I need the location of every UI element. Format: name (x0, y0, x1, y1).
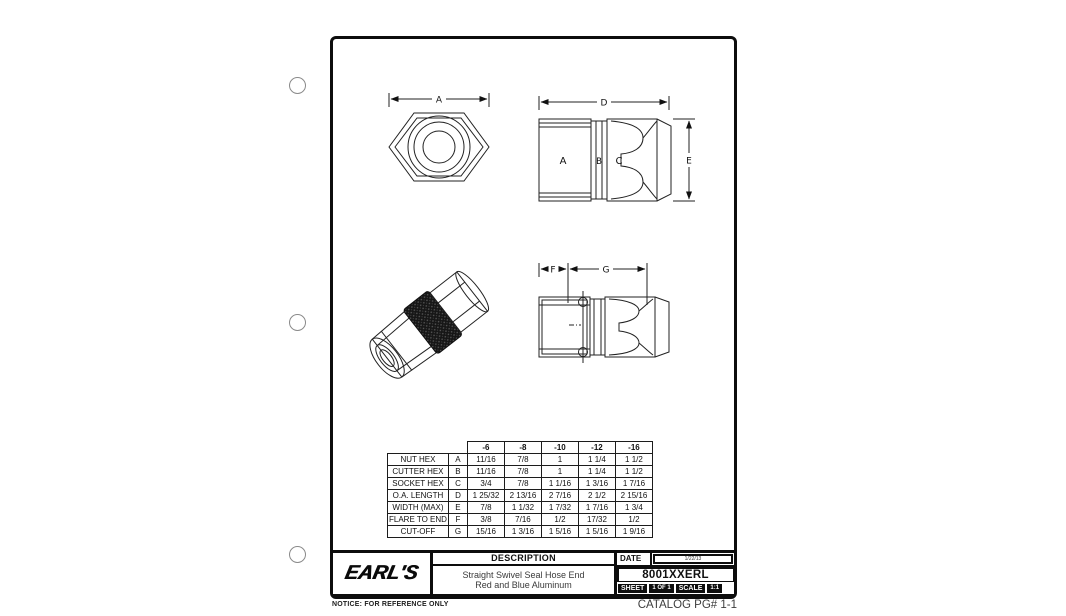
part-number-row (617, 567, 734, 582)
spec-value: 1 1/4 (578, 454, 615, 466)
spec-value: 1/2 (615, 514, 652, 526)
size-header: -12 (578, 442, 615, 454)
spec-row-key: G (448, 526, 467, 538)
spec-value: 2 1/2 (578, 490, 615, 502)
spec-value: 3/8 (467, 514, 504, 526)
spec-value: 1 7/32 (541, 502, 578, 514)
scale-label: SCALE (676, 584, 706, 593)
description-line2: Red and Blue Aluminum (475, 580, 572, 590)
section-view-drawing (535, 259, 707, 369)
spec-value: 1 (541, 454, 578, 466)
spec-value: 1 1/2 (615, 454, 652, 466)
spec-value: 1 5/16 (578, 526, 615, 538)
dim-label-d: D (600, 98, 608, 109)
drawing-sheet (330, 36, 737, 599)
spec-value: 7/8 (467, 502, 504, 514)
spec-value: 1 7/16 (578, 502, 615, 514)
description-block (433, 553, 617, 594)
description-line1: Straight Swivel Seal Hose End (462, 569, 585, 580)
spec-row-label: NUT HEX (388, 454, 449, 466)
spec-value: 1 3/4 (615, 502, 652, 514)
spec-value: 1 1/4 (578, 466, 615, 478)
spec-value: 17/32 (578, 514, 615, 526)
spec-value: 7/8 (504, 478, 541, 490)
spec-value: 7/16 (504, 514, 541, 526)
dim-label-e: E (686, 156, 692, 167)
spec-value: 7/8 (504, 466, 541, 478)
spec-header-row (388, 442, 653, 454)
spec-row (388, 454, 653, 466)
brand-logo (333, 553, 433, 594)
spec-value: 2 13/16 (504, 490, 541, 502)
spec-row-key: F (448, 514, 467, 526)
binder-hole (289, 314, 306, 331)
binder-hole (289, 77, 306, 94)
spec-row-label: SOCKET HEX (388, 478, 449, 490)
spec-value: 1 1/16 (541, 478, 578, 490)
spec-table-body (388, 454, 653, 538)
spec-value: 1 5/16 (541, 526, 578, 538)
dim-label-b: B (596, 157, 602, 167)
sheet-label: SHEET (618, 584, 647, 593)
spec-value: 15/16 (467, 526, 504, 538)
size-header: -10 (541, 442, 578, 454)
dim-label-a2: A (559, 156, 567, 167)
spec-row-key: B (448, 466, 467, 478)
spec-value: 11/16 (467, 466, 504, 478)
dim-label-f: F (550, 265, 556, 276)
spec-row-key: A (448, 454, 467, 466)
spec-value: 1 (541, 466, 578, 478)
front-view-drawing (387, 89, 497, 197)
size-header: -16 (615, 442, 652, 454)
spec-value: 1 25/32 (467, 490, 504, 502)
spec-row (388, 478, 653, 490)
sheet-value: 1 OF 1 (649, 584, 673, 593)
side-view-drawing (535, 93, 707, 211)
title-block (333, 550, 734, 594)
spec-value: 1 9/16 (615, 526, 652, 538)
spec-value: 1 1/32 (504, 502, 541, 514)
spec-value: 3/4 (467, 478, 504, 490)
spec-value: 1 7/16 (615, 478, 652, 490)
reference-notice: NOTICE: FOR REFERENCE ONLY (332, 601, 449, 608)
scale-value: 1:1 (707, 584, 722, 593)
spec-value: 7/8 (504, 454, 541, 466)
size-header: -6 (467, 442, 504, 454)
brand-logo-text: EARL'S (342, 562, 421, 584)
dim-label-g: G (602, 265, 610, 276)
date-row (617, 553, 734, 567)
isometric-view-drawing (357, 245, 507, 395)
spec-row-key: C (448, 478, 467, 490)
size-header: -8 (504, 442, 541, 454)
spec-value: 1 1/2 (615, 466, 652, 478)
title-block-right (617, 553, 734, 594)
dim-label-a: A (435, 95, 443, 106)
dim-label-c: C (615, 156, 623, 167)
spec-row (388, 514, 653, 526)
part-number: 8001XXERL (619, 569, 733, 581)
spec-header-blank (388, 442, 449, 454)
spec-value: 1 3/16 (504, 526, 541, 538)
date-label: DATE (617, 553, 652, 565)
spec-value: 2 15/16 (615, 490, 652, 502)
spec-value: 1/2 (541, 514, 578, 526)
catalog-page-ref: CATALOG PG# 1-1 (637, 599, 737, 611)
binder-hole (289, 546, 306, 563)
spec-value: 11/16 (467, 454, 504, 466)
spec-row-label: O.A. LENGTH (388, 490, 449, 502)
spec-row (388, 466, 653, 478)
sheet-scale-row (617, 582, 734, 594)
spec-row (388, 490, 653, 502)
spec-row-label: CUTTER HEX (388, 466, 449, 478)
spec-row-label: WIDTH (MAX) (388, 502, 449, 514)
spec-value: 2 7/16 (541, 490, 578, 502)
spec-row (388, 526, 653, 538)
spec-value: 1 3/16 (578, 478, 615, 490)
spec-row-key: E (448, 502, 467, 514)
date-value: 1/22/13 (653, 554, 733, 564)
spec-header-blank (448, 442, 467, 454)
description-header: DESCRIPTION (433, 553, 614, 566)
spec-row-label: FLARE TO END (389, 515, 447, 524)
spec-table (387, 441, 653, 538)
description-text (433, 566, 614, 594)
spec-row (388, 502, 653, 514)
spec-row-key: D (448, 490, 467, 502)
spec-row-label: CUT-OFF (388, 526, 449, 538)
